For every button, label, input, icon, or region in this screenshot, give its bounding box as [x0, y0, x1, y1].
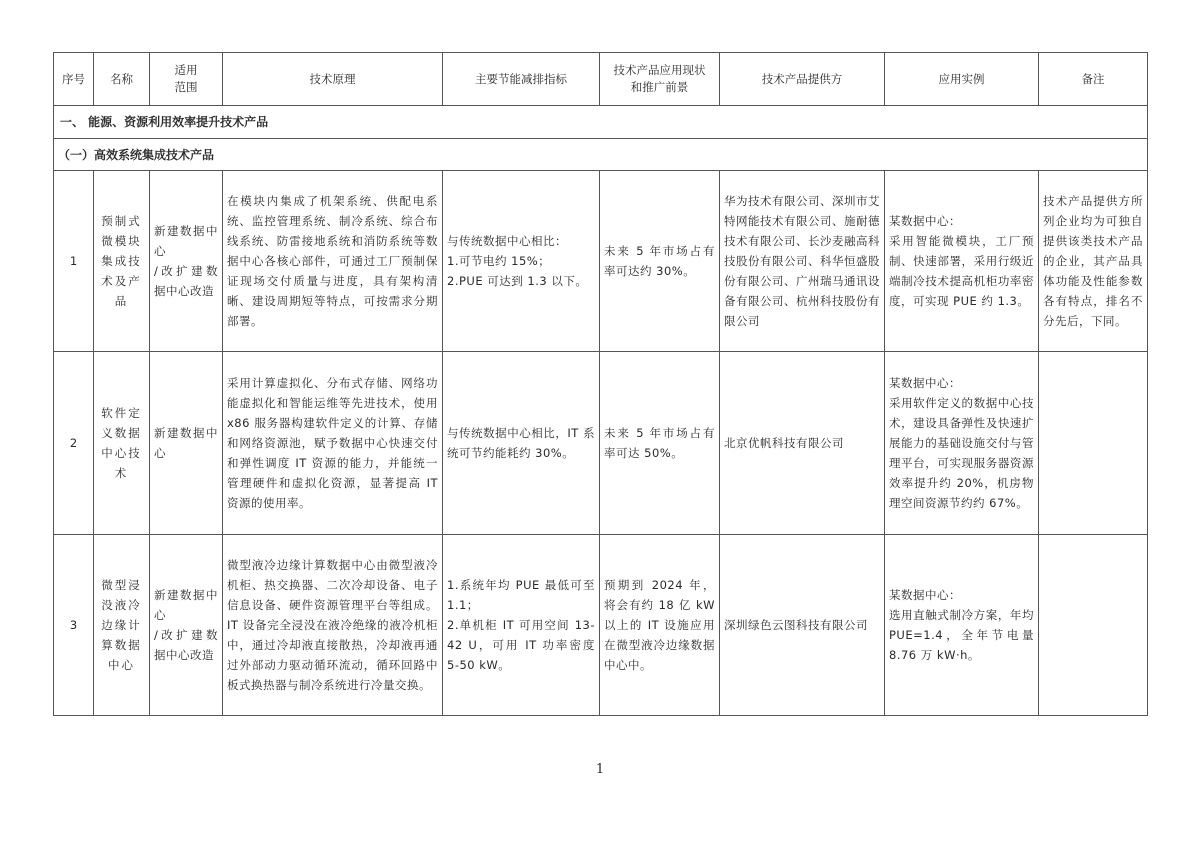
row-prospect: 未来 5 年市场占有率可达约 30%。	[600, 171, 720, 352]
header-remark: 备注	[1039, 53, 1148, 106]
row-name: 软件定义数据中心技术	[94, 352, 150, 535]
header-prospect-text: 技术产品应用现状 和推广前景	[613, 63, 706, 94]
technology-catalog-table	[53, 52, 1148, 716]
row-no: 3	[54, 535, 94, 716]
subsection-row	[54, 139, 1148, 171]
table-row	[54, 352, 1148, 535]
row-scope-text: 新建数据中心 /改扩建数据中心改造	[154, 588, 218, 662]
row-indicators-text: 1.系统年均 PUE 最低可至 1.1； 2.单机柜 IT 可用空间 13-42 U，可用 IT 功率密度 5-50 kW。	[447, 578, 595, 672]
header-principle: 技术原理	[223, 53, 443, 106]
header-provider: 技术产品提供方	[720, 53, 885, 106]
table-header-row	[54, 53, 1148, 106]
row-principle: 在模块内集成了机架系统、供配电系统、监控管理系统、制冷系统、综合布线系统、防雷接地系统和消防系统等数据中心各核心部件，可通过工厂预制保证现场交付质量与进度，具有架构清晰、建设周期短等特点，可按需求分期部署。	[223, 171, 443, 352]
row-prospect: 未来 5 年市场占有率可达 50%。	[600, 352, 720, 535]
row-scope	[150, 352, 223, 535]
row-scope	[150, 171, 223, 352]
row-scope-text: 新建数据中心 /改扩建数据中心改造	[154, 224, 218, 298]
section-title: 一、 能源、资源利用效率提升技术产品	[54, 106, 1148, 139]
page-number: 1	[595, 762, 605, 777]
header-name: 名称	[94, 53, 150, 106]
row-example	[885, 535, 1039, 716]
section-row	[54, 106, 1148, 139]
row-principle: 微型液冷边缘计算数据中心由微型液冷机柜、热交换器、二次冷却设备、电子信息设备、硬件资源管理平台等组成。IT 设备完全浸没在液冷绝缘的液冷机柜中，通过冷却液直接散热，冷却液再通过外部动力驱动循环流动，循环回路中板式换热器与制冷系统进行冷量交换。	[223, 535, 443, 716]
row-principle: 采用计算虚拟化、分布式存储、网络功能虚拟化和智能运维等先进技术，使用 x86 服务器构建软件定义的计算、存储和网络资源池，赋予数据中心快速交付和弹性调度 IT 资源的能力，并能统一管理硬件和虚拟化资源，显著提高 IT 资源的使用率。	[223, 352, 443, 535]
row-no: 2	[54, 352, 94, 535]
row-name: 预制式微模块集成技术及产品	[94, 171, 150, 352]
row-indicators-text: 与传统数据中心相比： 1.可节电约 15%； 2.PUE 可达到 1.3 以下。	[447, 234, 588, 288]
table-row	[54, 535, 1148, 716]
row-indicators	[443, 535, 600, 716]
row-remark	[1039, 352, 1148, 535]
row-name: 微型浸没液冷边缘计算数据中心	[94, 535, 150, 716]
row-example	[885, 352, 1039, 535]
row-remark: 技术产品提供方所列企业均为可独自提供该类技术产品的企业，其产品具体功能及性能参数各有特点，排名不分先后，下同。	[1039, 171, 1148, 352]
row-provider: 华为技术有限公司、深圳市艾特网能技术有限公司、施耐德技术有限公司、长沙麦融高科技股份有限公司、科华恒盛股份有限公司、广州瑞马通讯设备有限公司、杭州科技股份有限公司	[720, 171, 885, 352]
row-example-text: 某数据中心： 采用智能微模块，工厂预制、快速部署，采用行级近端制冷技术提高机柜功率密度，可实现 PUE 约 1.3。	[889, 214, 1034, 308]
row-no: 1	[54, 171, 94, 352]
header-no: 序号	[54, 53, 94, 106]
header-scope	[150, 53, 223, 106]
row-example	[885, 171, 1039, 352]
header-scope-text: 适用 范围	[174, 63, 198, 94]
table-row	[54, 171, 1148, 352]
row-scope	[150, 535, 223, 716]
row-provider: 深圳绿色云图科技有限公司	[720, 535, 885, 716]
row-example-text: 某数据中心： 采用软件定义的数据中心技术，建设具备弹性及快速扩展能力的基础设施交付与管理平台，可实现服务器资源效率提升约 20%，机房物理空间资源节约约 67%。	[889, 376, 1034, 510]
row-indicators-text: 与传统数据中心相比，IT 系统可节约能耗约 30%。	[447, 426, 595, 460]
row-indicators	[443, 171, 600, 352]
row-indicators	[443, 352, 600, 535]
row-provider: 北京优帆科技有限公司	[720, 352, 885, 535]
row-remark	[1039, 535, 1148, 716]
row-scope-text: 新建数据中心	[154, 426, 218, 460]
row-prospect: 预期到 2024 年，将会有约 18 亿 kW 以上的 IT 设施应用在微型液冷边缘数据中心中。	[600, 535, 720, 716]
subsection-title: （一）高效系统集成技术产品	[54, 139, 1148, 171]
header-prospect	[600, 53, 720, 106]
header-example: 应用实例	[885, 53, 1039, 106]
row-example-text: 某数据中心： 选用直触式制冷方案，年均 PUE=1.4，全年节电量 8.76 万 kW·h。	[889, 588, 1034, 662]
header-indicators: 主要节能减排指标	[443, 53, 600, 106]
